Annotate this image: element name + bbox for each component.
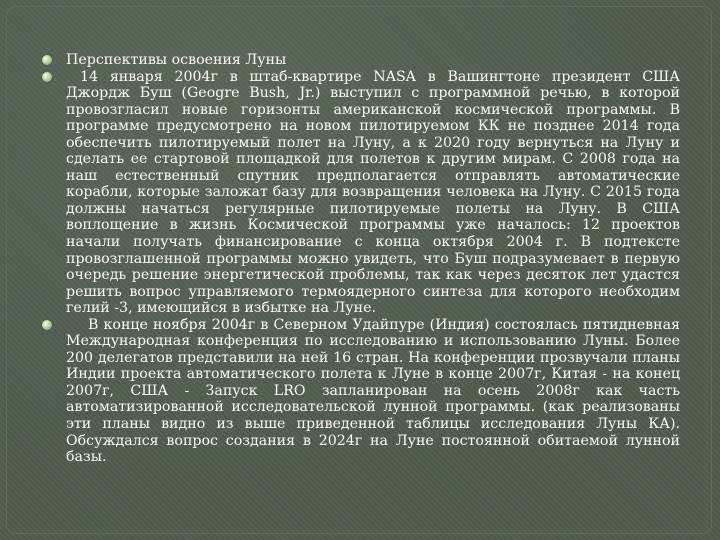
- bullet-item-conference: [40, 317, 680, 466]
- bullet-text: Перспективы освоения Луны: [66, 52, 287, 68]
- bullet-item-title: [40, 52, 680, 69]
- bullet-item-bush-speech: [40, 69, 680, 317]
- bullet-text: В конце ноября 2004г в Северном Удайпуре (Индия) состоялась пятидневная Международная конференция по исследованию и использованию Луны. Более 200 делегатов представили на ней 16 стран. На конференции прозвучали планы Индии проекта автоматического полета к Луне в конце 2007г, Китая - на конец 2007г, США - Запуск LRO запланирован на осень 2008г как часть автоматизированной исследовательской лунной программы. (как реализованы эти планы видно из выше приведенной таблицы исследования Луны КА). Обсуждался вопрос создания в 2024г на Луне постоянной обитаемой лунной базы.: [66, 316, 680, 466]
- bullet-text: 14 января 2004г в штаб-квартире NASA в Вашингтоне президент США Джордж Буш (Geogre Bush, Jr.) выступил с программной речью, в которой провозгласил новые горизонты американской космической программы. В программе предусмотрено на новом пилотируемом КК не позднее 2014 года обеспечить пилотируемый полет на Луну, а к 2020 году вернуться на Луну и сделать ее стартовой площадкой для полетов к другим мирам. С 2008 года на наш естественный спутник предполагается отправлять автоматические корабли, которые заложат базу для возвращения человека на Луну. С 2015 года должны начаться регулярные пилотируемые полеты на Луну. В США воплощение в жизнь Космической программы уже началось: 12 проектов начали получать финансирование с конца октября 2004 г. В подтексте провозглашенной программы можно увидеть, что Буш подразумевает в первую очередь решение энергетической проблемы, так как через десяток лет удастся решить вопрос управляемого термоядерного синтеза для которого необходим гелий -3, имеющийся в избытке на Луне.: [66, 68, 680, 317]
- bullet-icon: [42, 72, 52, 82]
- bullet-icon: [42, 320, 52, 330]
- slide-content: [40, 52, 680, 466]
- bullet-icon: [42, 55, 52, 65]
